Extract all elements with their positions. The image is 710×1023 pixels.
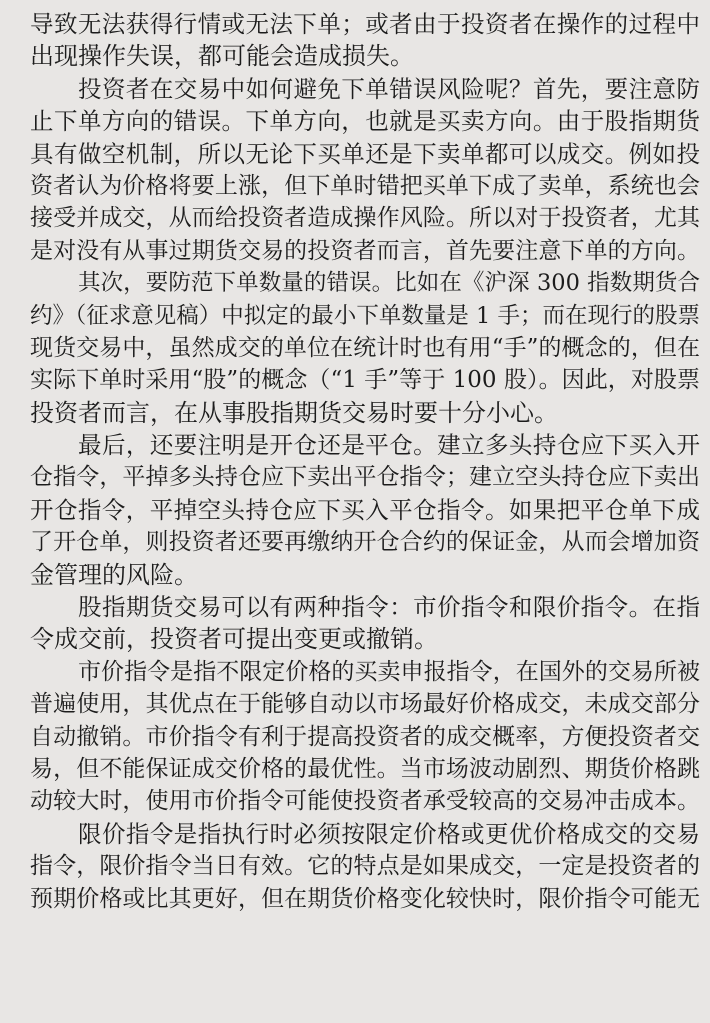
text-line: 指令，限价指令当日有效。它的特点是如果成交，一定是投资者的 <box>30 853 700 880</box>
text-line: 投资者在交易中如何避免下单错误风险呢？首先，要注意防 <box>78 74 700 103</box>
text-line: 动较大时，使用市价指令可能使投资者承受较高的交易冲击成本。 <box>30 788 700 815</box>
paragraph-1 <box>30 8 700 73</box>
text-line: 了开仓单，则投资者还要再缴纳开仓合约的保证金，从而会增加资 <box>30 529 700 556</box>
body-text <box>30 8 700 915</box>
paragraph-6 <box>30 656 700 818</box>
text-line: 是对没有从事过期货交易的投资者而言，首先要注意下单的方向。 <box>30 237 700 264</box>
text-line: 出现操作失误，都可能会造成损失。 <box>30 42 414 71</box>
text-line: 令成交前，投资者可提出变更或撤销。 <box>30 625 438 654</box>
paragraph-2 <box>30 73 700 267</box>
text-line: 自动撤销。市价指令有利于提高投资者的成交概率，方便投资者交 <box>30 723 700 750</box>
text-line: 接受并成交，从而给投资者造成操作风险。所以对于投资者，尤其 <box>30 205 700 232</box>
text-line: 约》（征求意见稿）中拟定的最小下单数量是 1 手；而在现行的股票 <box>30 302 700 329</box>
text-line: 限价指令是指执行时必须按限定价格或更优价格成交的交易 <box>78 819 700 848</box>
text-line: 投资者而言，在从事股指期货交易时要十分小心。 <box>30 398 558 427</box>
text-line: 实际下单时采用“股”的概念（“1 手”等于 100 股）。因此，对股票 <box>30 367 700 394</box>
text-line: 预期价格或比其更好，但在期货价格变化较快时，限价指令可能无 <box>30 885 700 912</box>
text-line: 止下单方向的错误。下单方向，也就是买卖方向。由于股指期货 <box>30 107 700 136</box>
paragraph-5 <box>30 591 700 656</box>
paragraph-7 <box>30 818 700 915</box>
paragraph-3 <box>30 267 700 429</box>
text-line: 其次，要防范下单数量的错误。比如在《沪深 300 指数期货合 <box>78 270 700 297</box>
paragraph-4 <box>30 429 700 591</box>
text-line: 具有做空机制，所以无论下买单还是下卖单都可以成交。例如投 <box>30 139 700 168</box>
text-line: 仓指令，平掉多头持仓应下卖出平仓指令；建立空头持仓应下卖出 <box>30 464 700 491</box>
text-line: 最后，还要注明是开仓还是平仓。建立多头持仓应下买入开 <box>78 431 700 460</box>
text-line: 导致无法获得行情或无法下单；或者由于投资者在操作的过程中 <box>30 10 700 38</box>
text-line: 资者认为价格将要上涨，但下单时错把买单下成了卖单，系统也会 <box>30 172 700 199</box>
text-line: 市价指令是指不限定价格的买卖申报指令，在国外的交易所被 <box>78 658 700 685</box>
text-line: 金管理的风险。 <box>30 560 198 589</box>
text-line: 易，但不能保证成交价格的最优性。当市场波动剧烈、期货价格跳 <box>30 755 700 782</box>
text-line: 股指期货交易可以有两种指令：市价指令和限价指令。在指 <box>78 593 700 622</box>
text-line: 普遍使用，其优点在于能够自动以市场最好价格成交，未成交部分 <box>30 691 700 718</box>
text-line: 现货交易中，虽然成交的单位在统计时也有用“手”的概念的，但在 <box>30 334 700 361</box>
text-line: 开仓指令，平掉空头持仓应下买入平仓指令。如果把平仓单下成 <box>30 495 700 524</box>
